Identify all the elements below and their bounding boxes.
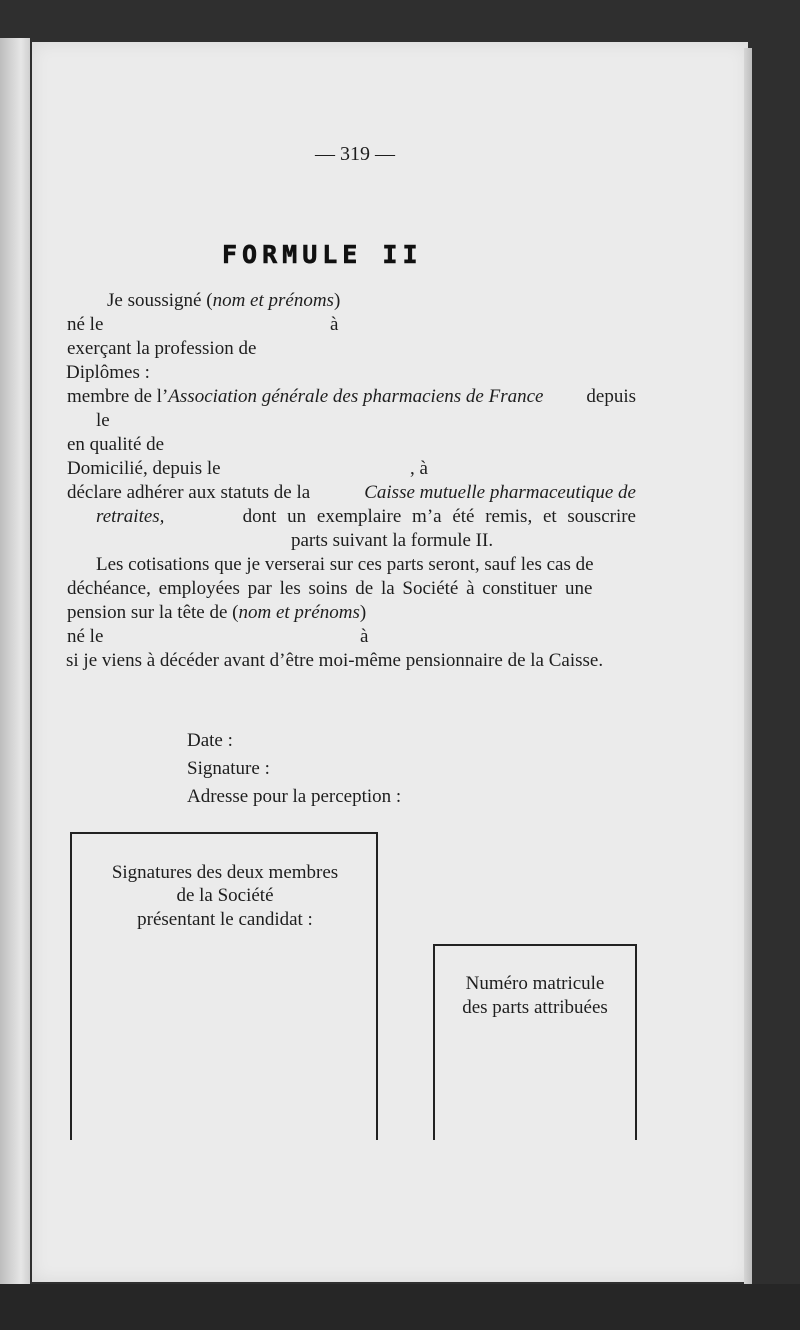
scan-border (0, 1284, 800, 1330)
left-box-top-border (70, 832, 378, 834)
left-box-line1: Signatures des deux membres (111, 862, 339, 883)
line-ne-le: né le (67, 314, 104, 335)
line-ne-le-2: né le (67, 626, 104, 647)
right-box-line1: Numéro matricule (465, 973, 605, 994)
right-box-top-border (433, 944, 637, 946)
page-edge (744, 48, 752, 1284)
line-domicilie-a: , à (410, 458, 428, 479)
line-deceder: si je viens à décéder avant d’être moi-même pensionnaire de la Caisse. (66, 650, 604, 671)
line-qualite: en qualité de (67, 434, 165, 455)
line-profession: exerçant la profession de (67, 338, 257, 359)
left-box-line2: de la Société (176, 885, 274, 906)
left-book-page (0, 38, 30, 1300)
form-title: FORMULE II (222, 240, 423, 269)
line-declare: déclare adhérer aux statuts de la Caisse mutuelle pharmaceutique de (67, 482, 636, 503)
page-number: — 319 — (315, 143, 395, 165)
left-box-left-border (70, 832, 72, 1140)
line-soussigne: Je soussigné (nom et prénoms) (107, 290, 341, 311)
right-box-right-border (635, 944, 637, 1140)
right-box-line2: des parts attribuées (462, 997, 608, 1018)
line-decheance: déchéance, employées par les soins de la Société à constituer une (67, 578, 593, 599)
line-retraites: retraites, dont un exemplaire m’a été remis, et souscrire (96, 506, 636, 527)
line-le: le (96, 410, 110, 431)
date-label: Date : (187, 730, 233, 751)
right-box-left-border (433, 944, 435, 1140)
left-box-right-border (376, 832, 378, 1140)
line-pension: pension sur la tête de (nom et prénoms) (67, 602, 367, 623)
left-box-line3: présentant le candidat : (137, 909, 313, 930)
line-parts: parts suivant la formule II. (291, 530, 494, 551)
line-ne-a-2: à (360, 626, 369, 647)
signature-label: Signature : (187, 758, 270, 779)
line-cotisations: Les cotisations que je verserai sur ces parts seront, sauf les cas de (96, 554, 594, 575)
address-label: Adresse pour la perception : (187, 786, 402, 807)
line-domicilie: Domicilié, depuis le (67, 458, 221, 479)
line-diplomes: Diplômes : (66, 362, 150, 383)
line-ne-a: à (330, 314, 339, 335)
line-membre: membre de l’Association générale des pharmaciens de France depuis (67, 386, 636, 407)
